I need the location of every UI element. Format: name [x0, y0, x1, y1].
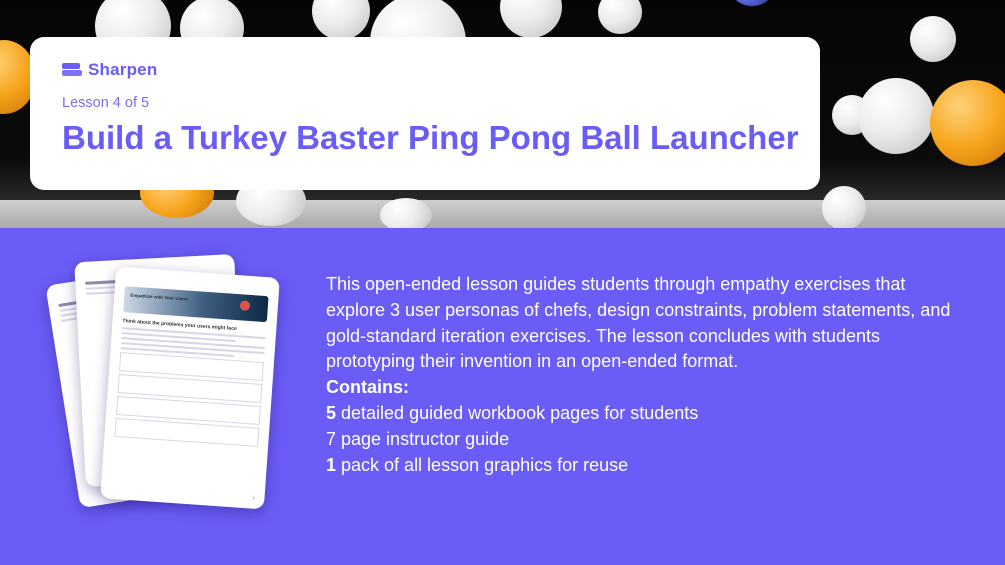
- page-title: Build a Turkey Baster Ping Pong Ball Launcher: [62, 119, 799, 156]
- ping-pong-ball: [500, 0, 562, 38]
- contains-heading: Contains:: [326, 377, 409, 398]
- ping-pong-ball: [858, 78, 934, 154]
- title-card: [30, 37, 820, 190]
- ping-pong-ball: [822, 186, 866, 228]
- ping-pong-ball: [312, 0, 370, 40]
- workbook-preview: [40, 248, 290, 518]
- ping-pong-ball: [910, 16, 956, 62]
- page-banner: [123, 286, 268, 322]
- ping-pong-ball: [732, 0, 772, 6]
- page-number: 7: [252, 495, 255, 501]
- brand-name: Sharpen: [88, 60, 158, 79]
- contains-item: 7 page instructor guide: [326, 428, 510, 449]
- ping-pong-ball: [598, 0, 642, 34]
- lesson-label: Lesson 4 of 5: [62, 95, 150, 111]
- lesson-description: [326, 272, 966, 478]
- description-text: This open-ended lesson guides students through empathy exercises that explore 3 user personas of chefs, design constraints, problem statements, and gold-standard iteration exercises. The lesson concludes with students prototyping their invention in an open-ended format.: [326, 274, 951, 372]
- sharpen-logo-icon: [62, 62, 82, 78]
- ping-pong-ball: [380, 198, 432, 228]
- ping-pong-ball: [930, 80, 1005, 166]
- brand[interactable]: [62, 59, 790, 81]
- workbook-page-front: [100, 267, 280, 510]
- contains-item: 5 detailed guided workbook pages for students: [326, 402, 699, 423]
- page-banner-title: Empathize with Your Users: [130, 292, 188, 302]
- page-section-heading: Think about the problems your users might face: [122, 318, 237, 333]
- contains-item: 1 pack of all lesson graphics for reuse: [326, 454, 629, 475]
